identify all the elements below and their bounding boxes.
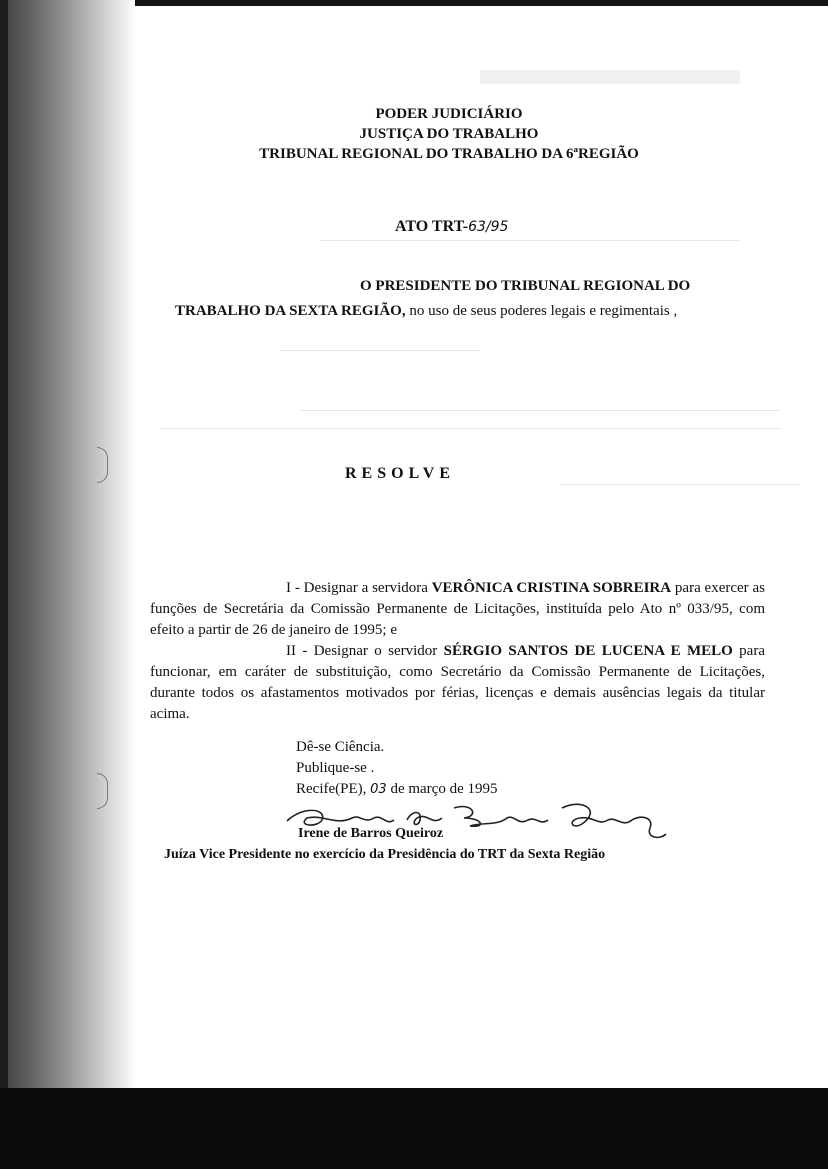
- punch-hole-mark: [97, 773, 108, 809]
- act-number: [395, 218, 508, 236]
- act-number-handwritten: 63/95: [468, 219, 509, 235]
- act-prefix: ATO TRT-: [395, 218, 469, 235]
- document-header: [0, 104, 828, 164]
- resolve-heading: RESOLVE: [345, 465, 455, 482]
- item-1: [150, 578, 765, 641]
- punch-hole-mark: [97, 447, 108, 483]
- closing-line-2: Publique-se .: [296, 760, 375, 776]
- preamble-line-1: O PRESIDENTE DO TRIBUNAL REGIONAL DO: [360, 278, 691, 294]
- date-day-handwritten: 03: [370, 782, 387, 797]
- scan-bottom-edge: [0, 1088, 828, 1169]
- bleed-through: [160, 428, 780, 429]
- item-1-name: VERÔNICA CRISTINA SOBREIRA: [431, 580, 672, 596]
- header-line-1: PODER JUDICIÁRIO: [375, 106, 523, 122]
- bleed-through: [280, 350, 480, 351]
- bleed-through: [300, 410, 780, 411]
- item-1-text: para exercer as funções de Secretária da Comissão Permanente de Licitações, instituída pelo Ato nº 033/95, com efeito a partir de 26 de janeiro de 1995; e: [150, 580, 765, 638]
- signer-role: Juíza Vice Presidente no exercício da Presidência do TRT da Sexta Região: [164, 847, 606, 862]
- closing-line-1: Dê-se Ciência.: [296, 739, 385, 755]
- bleed-through: [320, 240, 740, 241]
- item-2-text: para funcionar, em caráter de substituição, como Secretário da Comissão Permanente de Licitações, durante todos os afastamentos motivados por férias, licenças e demais ausências legais da titular acima.: [150, 643, 765, 722]
- closing-date: Recife(PE), 03 de março de 1995: [296, 781, 498, 797]
- item-2-lead: II - Designar o servidor: [286, 643, 444, 659]
- item-2-name: SÉRGIO SANTOS DE LUCENA E MELO: [443, 643, 733, 659]
- resolution-body: [150, 578, 765, 725]
- item-2: [150, 641, 765, 725]
- preamble-bold: TRABALHO DA SEXTA REGIÃO,: [175, 303, 406, 319]
- item-1-lead: I - Designar a servidora: [286, 580, 432, 596]
- signer-name: Irene de Barros Queiroz: [298, 826, 444, 841]
- bleed-through: [480, 70, 740, 84]
- closing-block: [296, 737, 497, 800]
- bleed-through: [560, 484, 800, 485]
- preamble-rest: no uso de seus poderes legais e regimentais ,: [405, 303, 678, 319]
- header-line-2: JUSTIÇA DO TRABALHO: [359, 126, 539, 142]
- preamble: [175, 274, 775, 324]
- header-line-3: TRIBUNAL REGIONAL DO TRABALHO DA 6ªREGIÃO: [259, 146, 639, 162]
